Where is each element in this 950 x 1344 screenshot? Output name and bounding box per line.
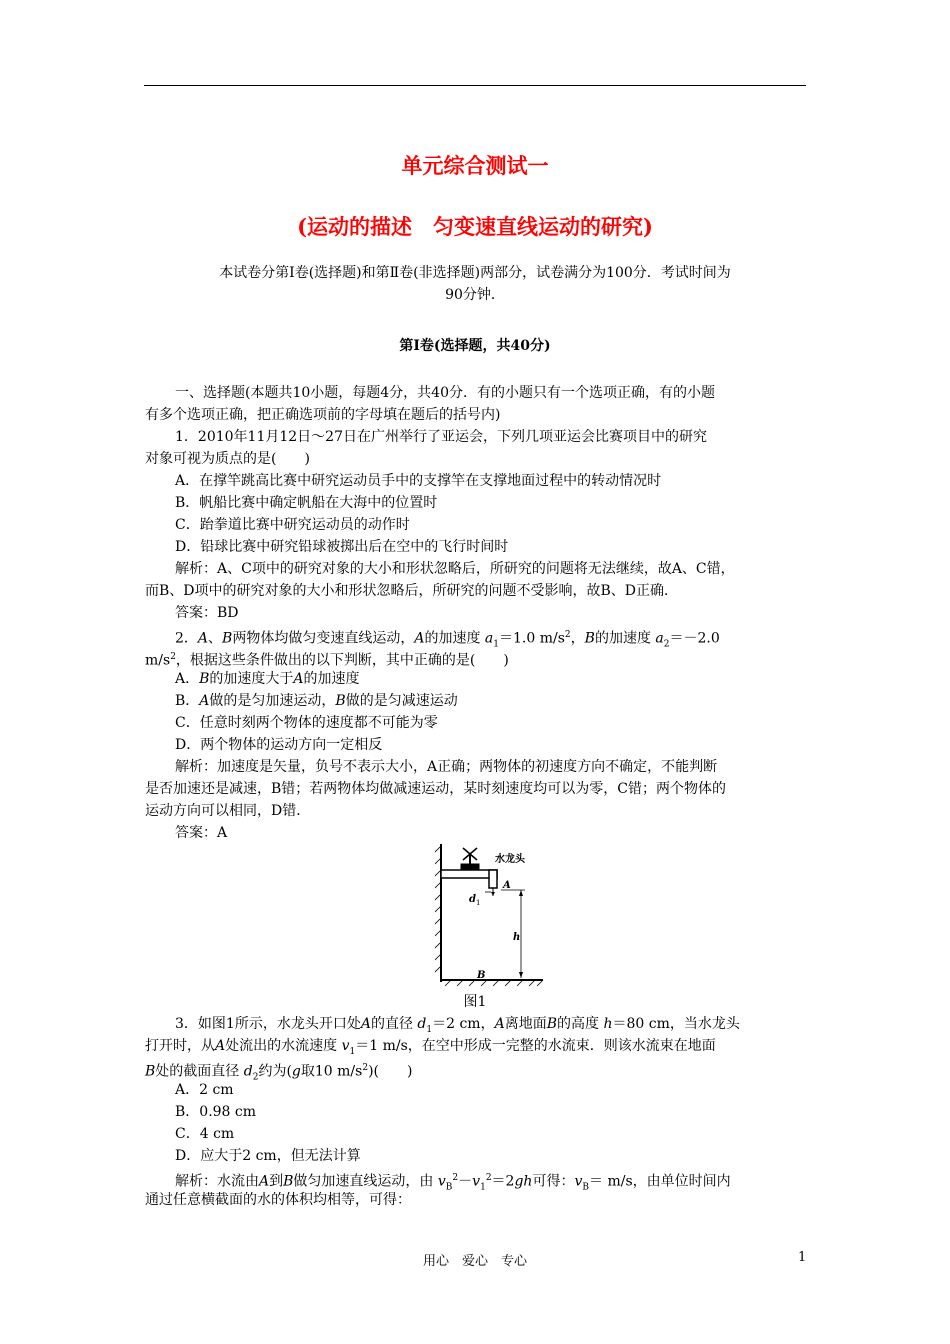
- section-instruction: 一、选择题(本题共10小题，每题4分，共40分．有的小题只有一个选项正确，有的小题: [175, 385, 715, 401]
- question-1-option-d: D．铅球比赛中研究铅球被掷出后在空中的飞行时间时: [175, 539, 509, 555]
- stream-arrow: [491, 892, 495, 896]
- question-1-stem: 1．2010年11月12日～27日在广州举行了亚运会，下列几项亚运会比赛项目中的研究: [175, 429, 707, 445]
- question-2-stem: $m/s^2$，根据这些条件做出的以下判断，其中正确的是( ): [145, 652, 509, 669]
- section-instruction: 有多个选项正确，把正确选项前的字母填在题后的括号内): [145, 407, 501, 423]
- question-3-option-c: C．4 cm: [175, 1126, 235, 1142]
- question-3-explanation: 解析：水流由A到B做匀加速直线运动，由 $v_B^2-v_1^2=2gh$可得：$v_B= m/s$，由单位时间内: [175, 1173, 731, 1193]
- question-3-stem: B处的截面直径 $d_2$约为(g取10 $m/s^2$)( ): [145, 1063, 413, 1083]
- height-arrow-bottom: [519, 972, 523, 978]
- header-rule: [144, 85, 806, 86]
- question-1-explanation: 而B、D项中的研究对象的大小和形状忽略后，所研究的问题不受影响，故B、D正确．: [145, 583, 679, 599]
- question-3-option-d: D．应大于2 cm，但无法计算: [175, 1148, 361, 1164]
- page-number: 1: [798, 1250, 807, 1265]
- question-2-option-d: D．两个物体的运动方向一定相反: [175, 737, 383, 753]
- question-3-explanation: 通过任意横截面的水的体积均相等，可得：: [145, 1192, 411, 1208]
- intro-line: 本试卷分第Ⅰ卷(选择题)和第Ⅱ卷(非选择题)两部分，试卷满分为100分．考试时间为: [219, 265, 731, 281]
- question-1-explanation: 解析：A、C项中的研究对象的大小和形状忽略后，所研究的问题将无法继续，故A、C错，: [175, 561, 735, 577]
- figure-caption: 图1: [463, 994, 487, 1010]
- question-2-explanation: 运动方向可以相同，D错．: [145, 803, 311, 819]
- label-d1-sub: 1: [476, 899, 481, 907]
- questions-part-2: [145, 1013, 807, 1211]
- faucet-icon: [441, 848, 497, 888]
- question-2-answer: 答案：A: [175, 825, 228, 841]
- question-1-stem: 对象可视为质点的是( ): [145, 451, 310, 467]
- question-2-option-c: C．任意时刻两个物体的速度都不可能为零: [175, 715, 438, 731]
- label-d1: d: [469, 894, 476, 905]
- question-1-option-b: B．帆船比赛中确定帆船在大海中的位置时: [175, 495, 438, 511]
- question-1-option-c: C．跆拳道比赛中研究运动员的动作时: [175, 517, 410, 533]
- page-footer: 用心 爱心 专心: [422, 1254, 527, 1269]
- question-3-stem: 打开时，从A处流出的水流速度 $v_1=1$ m/s，在空中形成一完整的水流束．则该水流束在地面: [145, 1038, 716, 1057]
- intro-line: 90分钟．: [445, 287, 505, 303]
- question-2-option-b: B．A做的是匀加速运动，B做的是匀减速运动: [175, 693, 458, 709]
- exam-intro: [145, 262, 805, 306]
- question-2-explanation: 是否加速还是减速，B错；若两物体均做减速运动，某时刻速度均可以为零，C错；两个物体的: [145, 781, 726, 797]
- label-tap: 水龙头: [495, 854, 525, 865]
- label-a: A: [503, 880, 511, 891]
- volume-heading: 第Ⅰ卷(选择题，共40分): [399, 338, 551, 354]
- question-1-answer: 答案：BD: [175, 605, 239, 621]
- question-2-explanation: 解析：加速度是矢量，负号不表示大小，A正确；两物体的初速度方向不确定，不能判断: [175, 759, 718, 775]
- question-2-option-a: A．B的加速度大于A的加速度: [175, 671, 360, 687]
- page-subtitle: (运动的描述 匀变速直线运动的研究): [297, 214, 653, 239]
- question-1-option-a: A．在撑竿跳高比赛中研究运动员手中的支撑竿在支撑地面过程中的转动情况时: [175, 473, 662, 489]
- questions-part-1: [145, 382, 807, 844]
- label-b: B: [477, 970, 486, 981]
- height-arrow-top: [519, 890, 523, 896]
- question-3-stem: 3．如图1所示，水龙头开口处A的直径 $d_1=2$ cm，A离地面B的高度 h＝80 cm，当水龙头: [175, 1016, 740, 1035]
- question-3-option-a: A．2 cm: [175, 1082, 234, 1098]
- page-title: 单元综合测试一: [401, 153, 549, 178]
- question-2-stem: 2．A、B两物体均做匀变速直线运动，A的加速度 $a_1=1.0$ $m/s^2$，B的加速度 $a_2=-2.0$: [175, 630, 720, 650]
- label-h: h: [513, 932, 521, 943]
- question-3-option-b: B．0.98 cm: [175, 1104, 257, 1120]
- faucet-figure: [435, 840, 545, 990]
